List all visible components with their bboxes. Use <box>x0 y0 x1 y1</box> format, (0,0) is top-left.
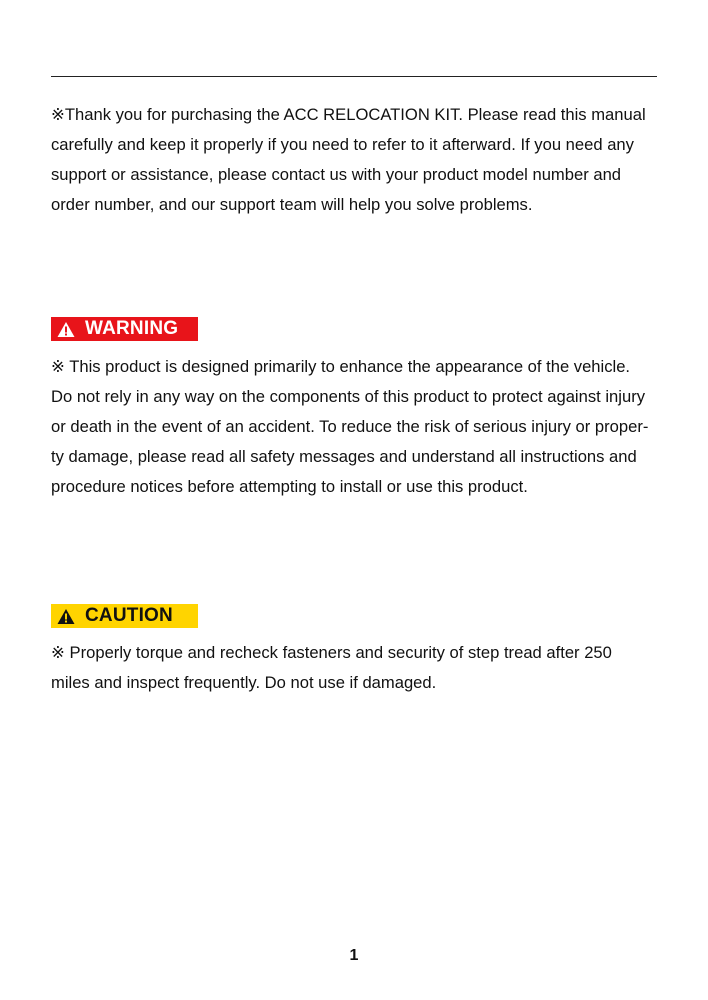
warning-label <box>51 317 198 341</box>
warning-line: or death in the event of an accident. To reduce the risk of serious injury or proper- <box>51 417 649 436</box>
header-divider <box>51 76 657 77</box>
warning-label-text: WARNING <box>85 318 179 339</box>
warning-line: ※ This product is designed primarily to enhance the appearance of the vehicle. <box>51 357 631 376</box>
intro-line: support or assistance, please contact us with your product model number and <box>51 165 622 184</box>
caution-triangle-icon <box>57 608 75 625</box>
caution-label-text: CAUTION <box>85 605 173 626</box>
intro-line: ※Thank you for purchasing the ACC RELOCATION KIT. Please read this manual <box>51 105 646 124</box>
intro-paragraph <box>51 100 661 220</box>
caution-line: ※ Properly torque and recheck fasteners and security of step tread after 250 <box>51 643 612 662</box>
warning-triangle-icon <box>57 321 75 338</box>
warning-line: ty damage, please read all safety messages and understand all instructions and <box>51 447 637 466</box>
warning-paragraph <box>51 352 661 502</box>
caution-paragraph <box>51 638 661 698</box>
intro-line: order number, and our support team will help you solve problems. <box>51 195 533 214</box>
intro-line: carefully and keep it properly if you need to refer to it afterward. If you need any <box>51 135 634 154</box>
page-number: 1 <box>349 947 359 964</box>
warning-line: procedure notices before attempting to install or use this product. <box>51 477 528 496</box>
warning-line: Do not rely in any way on the components of this product to protect against injury <box>51 387 646 406</box>
caution-line: miles and inspect frequently. Do not use if damaged. <box>51 673 437 692</box>
caution-label <box>51 604 198 628</box>
